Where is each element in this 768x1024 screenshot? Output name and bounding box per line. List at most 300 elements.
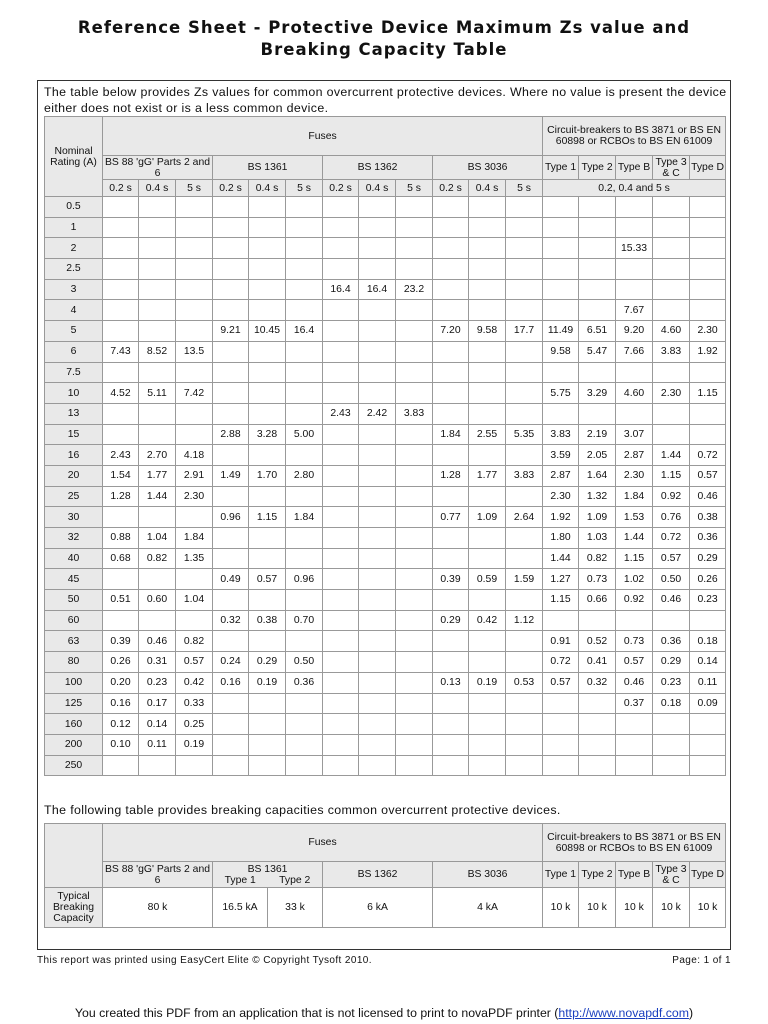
zs-value-cell: [249, 259, 286, 280]
zs-value-cell: [323, 672, 359, 693]
zs-value-cell: [433, 279, 469, 300]
zs-value-cell: 3.07: [616, 424, 653, 445]
bc-row-label: Typical Breaking Capacity: [45, 888, 103, 928]
zs-value-cell: [359, 548, 396, 569]
zs-value-cell: [616, 362, 653, 383]
rating-cell: 40: [45, 548, 103, 569]
zs-value-cell: 0.29: [249, 652, 286, 673]
zs-value-cell: [359, 610, 396, 631]
zs-value-cell: 0.29: [690, 548, 726, 569]
zs-value-cell: [213, 445, 249, 466]
zs-value-cell: 0.66: [579, 590, 616, 611]
zs-value-cell: 0.18: [690, 631, 726, 652]
zs-value-cell: 1.15: [616, 548, 653, 569]
zs-value-cell: [543, 403, 579, 424]
zs-value-cell: 0.18: [653, 693, 690, 714]
zs-value-cell: 1.44: [543, 548, 579, 569]
rating-cell: 16: [45, 445, 103, 466]
zs-value-cell: [323, 238, 359, 259]
zs-value-cell: [359, 672, 396, 693]
zs-value-cell: [359, 321, 396, 342]
zs-value-cell: [103, 569, 139, 590]
table-row: [45, 590, 726, 611]
zs-value-cell: 0.92: [616, 590, 653, 611]
zs-value-cell: [469, 300, 506, 321]
zs-value-cell: [359, 341, 396, 362]
rating-cell: 63: [45, 631, 103, 652]
table-row: [45, 672, 726, 693]
bc-bs1361-type2-label: Type 2: [279, 874, 311, 886]
zs-value-cell: 0.16: [213, 672, 249, 693]
notice-text: You created this PDF from an application that is not licensed to print to novaPDF printer (: [74, 1006, 559, 1020]
zs-value-cell: [323, 693, 359, 714]
zs-value-cell: 0.14: [690, 652, 726, 673]
zs-value-cell: 0.23: [139, 672, 176, 693]
zs-value-cell: 0.23: [690, 590, 726, 611]
zs-value-cell: 4.60: [616, 383, 653, 404]
zs-value-cell: [323, 610, 359, 631]
zs-value-cell: [616, 259, 653, 280]
zs-value-cell: [103, 424, 139, 445]
zs-value-cell: [286, 383, 323, 404]
zs-value-cell: [323, 465, 359, 486]
zs-value-cell: [323, 652, 359, 673]
zs-value-cell: 0.59: [469, 569, 506, 590]
zs-value-cell: [323, 300, 359, 321]
zs-value-cell: [469, 548, 506, 569]
zs-value-cell: [359, 217, 396, 238]
zs-value-cell: [396, 734, 433, 755]
zs-value-cell: [396, 548, 433, 569]
breaker-times-header: 0.2, 0.4 and 5 s: [543, 180, 726, 197]
zs-value-cell: [433, 445, 469, 466]
table-row: [45, 631, 726, 652]
zs-value-cell: [690, 734, 726, 755]
zs-value-cell: [396, 465, 433, 486]
zs-value-cell: [653, 734, 690, 755]
time-header-cell: 5 s: [176, 180, 213, 197]
zs-value-cell: [396, 610, 433, 631]
zs-value-cell: 0.36: [286, 672, 323, 693]
zs-value-cell: 4.52: [103, 383, 139, 404]
zs-value-cell: 0.26: [690, 569, 726, 590]
zs-value-cell: [176, 300, 213, 321]
bc-type-2-header: Type 2: [579, 862, 616, 888]
time-header-cell: 5 s: [396, 180, 433, 197]
zs-value-cell: [396, 528, 433, 549]
zs-value-cell: [543, 693, 579, 714]
zs-value-cell: 2.43: [103, 445, 139, 466]
rating-cell: 25: [45, 486, 103, 507]
zs-value-cell: 1.70: [249, 465, 286, 486]
zs-value-cell: [396, 362, 433, 383]
zs-value-cell: [469, 755, 506, 776]
zs-value-cell: [433, 341, 469, 362]
zs-value-cell: [506, 755, 543, 776]
bc-type-b-value: 10 k: [616, 888, 653, 928]
zs-value-cell: 1.64: [579, 465, 616, 486]
table-row: [45, 548, 726, 569]
zs-value-cell: 2.43: [323, 403, 359, 424]
zs-value-cell: [433, 217, 469, 238]
rating-cell: 45: [45, 569, 103, 590]
zs-value-cell: 7.43: [103, 341, 139, 362]
zs-value-cell: [323, 548, 359, 569]
rating-cell: 20: [45, 465, 103, 486]
zs-value-cell: 1.84: [616, 486, 653, 507]
bc-bs1362-value: 6 kA: [323, 888, 433, 928]
table-row: [45, 755, 726, 776]
zs-value-cell: [103, 300, 139, 321]
bc-type-d-value: 10 k: [690, 888, 726, 928]
zs-value-cell: 0.14: [139, 714, 176, 735]
license-notice: [0, 1006, 768, 1020]
zs-value-cell: [139, 279, 176, 300]
table-row: [45, 217, 726, 238]
zs-value-cell: 0.60: [139, 590, 176, 611]
zs-value-cell: [506, 341, 543, 362]
zs-value-cell: [176, 569, 213, 590]
zs-value-cell: [249, 528, 286, 549]
zs-value-cell: [433, 755, 469, 776]
table-row: [45, 486, 726, 507]
zs-value-cell: [690, 362, 726, 383]
zs-value-cell: [213, 486, 249, 507]
zs-value-cell: [543, 755, 579, 776]
zs-value-cell: [433, 259, 469, 280]
zs-value-cell: [286, 755, 323, 776]
zs-value-cell: [433, 486, 469, 507]
zs-value-cell: [323, 507, 359, 528]
zs-value-cell: 1.09: [579, 507, 616, 528]
bc-type-3c-value: 10 k: [653, 888, 690, 928]
zs-value-cell: 1.15: [249, 507, 286, 528]
table-row: [45, 445, 726, 466]
zs-value-cell: [653, 714, 690, 735]
zs-value-cell: [249, 714, 286, 735]
zs-value-cell: [359, 507, 396, 528]
zs-value-cell: [359, 528, 396, 549]
time-header-cell: 5 s: [286, 180, 323, 197]
zs-value-cell: [323, 486, 359, 507]
bs3036-header: BS 3036: [433, 156, 543, 180]
zs-value-cell: [249, 631, 286, 652]
zs-value-cell: [469, 259, 506, 280]
zs-value-cell: [359, 383, 396, 404]
zs-value-cell: [213, 403, 249, 424]
zs-value-cell: 0.36: [653, 631, 690, 652]
zs-value-cell: [103, 755, 139, 776]
zs-value-cell: [213, 548, 249, 569]
zs-value-cell: [616, 755, 653, 776]
zs-value-cell: 0.57: [653, 548, 690, 569]
zs-value-cell: 7.20: [433, 321, 469, 342]
zs-value-cell: [213, 259, 249, 280]
zs-value-cell: [396, 445, 433, 466]
zs-value-cell: [359, 238, 396, 259]
zs-value-cell: 0.50: [286, 652, 323, 673]
zs-value-cell: 0.77: [433, 507, 469, 528]
rating-cell: 13: [45, 403, 103, 424]
zs-value-cell: [286, 279, 323, 300]
zs-value-cell: 0.38: [690, 507, 726, 528]
zs-value-cell: [286, 362, 323, 383]
zs-value-cell: 2.30: [176, 486, 213, 507]
zs-value-cell: 1.28: [103, 486, 139, 507]
zs-value-cell: [469, 341, 506, 362]
zs-value-cell: [249, 734, 286, 755]
zs-value-cell: 9.21: [213, 321, 249, 342]
bc-type-3c-header: Type 3 & C: [653, 862, 690, 888]
zs-value-cell: [323, 424, 359, 445]
zs-value-cell: [359, 652, 396, 673]
zs-value-cell: 0.50: [653, 569, 690, 590]
zs-value-cell: [323, 569, 359, 590]
zs-value-cell: [690, 259, 726, 280]
zs-value-cell: [359, 424, 396, 445]
zs-value-cell: 0.12: [103, 714, 139, 735]
zs-value-cell: 2.42: [359, 403, 396, 424]
zs-value-cell: [323, 197, 359, 218]
zs-value-cell: [286, 300, 323, 321]
zs-value-cell: 0.46: [616, 672, 653, 693]
zs-value-cell: 3.83: [653, 341, 690, 362]
zs-value-cell: 0.57: [543, 672, 579, 693]
page-title: [0, 17, 768, 61]
zs-value-cell: 15.33: [616, 238, 653, 259]
zs-value-cell: 1.44: [139, 486, 176, 507]
zs-value-cell: [213, 755, 249, 776]
zs-value-cell: [396, 652, 433, 673]
zs-value-cell: 1.44: [616, 528, 653, 549]
zs-value-cell: [506, 445, 543, 466]
zs-value-cell: [286, 197, 323, 218]
zs-value-cell: [433, 734, 469, 755]
zs-value-cell: [359, 300, 396, 321]
zs-value-cell: [249, 362, 286, 383]
time-header-cell: 0.4 s: [139, 180, 176, 197]
zs-value-cell: [506, 590, 543, 611]
time-header-cell: 0.4 s: [249, 180, 286, 197]
rating-cell: 125: [45, 693, 103, 714]
zs-value-cell: [359, 259, 396, 280]
zs-value-cell: [543, 259, 579, 280]
zs-value-cell: [249, 590, 286, 611]
zs-value-cell: [543, 217, 579, 238]
zs-value-cell: [690, 300, 726, 321]
zs-intro-text: The table below provides Zs values for common overcurrent protective devices. Where no value is present the device either does not exist or is a less common device.: [44, 85, 727, 115]
zs-value-cell: 0.32: [213, 610, 249, 631]
bc-bs1361-header: [213, 862, 323, 888]
zs-value-cell: [323, 217, 359, 238]
zs-value-cell: 16.4: [359, 279, 396, 300]
zs-value-cell: 0.32: [579, 672, 616, 693]
zs-value-cell: [139, 217, 176, 238]
zs-value-cell: 9.58: [543, 341, 579, 362]
zs-value-cell: [616, 217, 653, 238]
zs-value-cell: 10.45: [249, 321, 286, 342]
table-row: [45, 321, 726, 342]
zs-value-cell: 1.28: [433, 465, 469, 486]
bc-bs88-header: BS 88 'gG' Parts 2 and 6: [103, 862, 213, 888]
zs-value-cell: 1.59: [506, 569, 543, 590]
bc-bs1362-header: BS 1362: [323, 862, 433, 888]
zs-value-cell: [396, 321, 433, 342]
zs-value-cell: 1.84: [286, 507, 323, 528]
zs-value-cell: [286, 445, 323, 466]
zs-value-cell: [323, 734, 359, 755]
zs-value-cell: [543, 362, 579, 383]
zs-value-cell: [469, 238, 506, 259]
breaker-type-d-header: Type D: [690, 156, 726, 180]
rating-cell: 80: [45, 652, 103, 673]
zs-value-cell: [176, 403, 213, 424]
zs-value-cell: [616, 403, 653, 424]
rating-cell: 6: [45, 341, 103, 362]
zs-value-cell: 0.20: [103, 672, 139, 693]
zs-value-cell: [213, 217, 249, 238]
zs-value-cell: [213, 197, 249, 218]
rating-cell: 4: [45, 300, 103, 321]
zs-value-cell: [579, 279, 616, 300]
zs-value-cell: 1.15: [690, 383, 726, 404]
title-line-2: Breaking Capacity Table: [260, 40, 508, 59]
novapdf-link[interactable]: http://www.novapdf.com: [558, 1006, 689, 1020]
zs-value-cell: [690, 755, 726, 776]
zs-value-cell: 0.57: [690, 465, 726, 486]
rating-cell: 100: [45, 672, 103, 693]
zs-value-cell: [506, 362, 543, 383]
zs-value-cell: [359, 755, 396, 776]
zs-value-cell: [543, 610, 579, 631]
zs-value-cell: [213, 693, 249, 714]
zs-value-cell: [139, 610, 176, 631]
zs-value-cell: 2.30: [690, 321, 726, 342]
zs-value-cell: [653, 279, 690, 300]
rating-cell: 200: [45, 734, 103, 755]
zs-value-cell: 0.72: [653, 528, 690, 549]
zs-value-cell: [323, 590, 359, 611]
zs-value-cell: [323, 383, 359, 404]
zs-value-cell: 0.49: [213, 569, 249, 590]
zs-value-cell: [213, 238, 249, 259]
bs1362-header: BS 1362: [323, 156, 433, 180]
zs-value-cell: [469, 590, 506, 611]
zs-value-cell: [506, 528, 543, 549]
zs-value-cell: [249, 238, 286, 259]
zs-value-cell: 1.92: [690, 341, 726, 362]
zs-value-cell: [249, 217, 286, 238]
breaker-type-2-header: Type 2: [579, 156, 616, 180]
rating-cell: 7.5: [45, 362, 103, 383]
zs-value-cell: [176, 507, 213, 528]
zs-value-cell: [433, 362, 469, 383]
zs-value-cell: 0.24: [213, 652, 249, 673]
rating-cell: 10: [45, 383, 103, 404]
zs-values-table: [44, 116, 726, 776]
zs-value-cell: 0.09: [690, 693, 726, 714]
zs-value-cell: 0.33: [176, 693, 213, 714]
zs-value-cell: [579, 362, 616, 383]
zs-value-cell: [103, 238, 139, 259]
zs-value-cell: [249, 548, 286, 569]
zs-value-cell: [359, 197, 396, 218]
zs-value-cell: [433, 238, 469, 259]
zs-value-cell: 0.23: [653, 672, 690, 693]
table-row: [45, 197, 726, 218]
zs-value-cell: 6.51: [579, 321, 616, 342]
zs-value-cell: [286, 693, 323, 714]
zs-value-cell: 0.53: [506, 672, 543, 693]
zs-value-cell: [469, 362, 506, 383]
zs-value-cell: 1.15: [653, 465, 690, 486]
zs-value-cell: [579, 238, 616, 259]
zs-value-cell: [653, 238, 690, 259]
zs-value-cell: 0.42: [469, 610, 506, 631]
time-header-cell: 0.2 s: [213, 180, 249, 197]
bc-type-1-value: 10 k: [543, 888, 579, 928]
zs-value-cell: 13.5: [176, 341, 213, 362]
zs-value-cell: [469, 652, 506, 673]
zs-value-cell: [176, 362, 213, 383]
zs-value-cell: 2.87: [616, 445, 653, 466]
zs-value-cell: 0.31: [139, 652, 176, 673]
bc-type-1-header: Type 1: [543, 862, 579, 888]
zs-value-cell: [433, 693, 469, 714]
zs-value-cell: [359, 714, 396, 735]
zs-value-cell: [579, 259, 616, 280]
zs-value-cell: [469, 734, 506, 755]
zs-value-cell: 1.84: [176, 528, 213, 549]
zs-value-cell: 0.19: [176, 734, 213, 755]
zs-value-cell: [579, 755, 616, 776]
zs-value-cell: [469, 486, 506, 507]
rating-cell: 15: [45, 424, 103, 445]
zs-value-cell: [469, 714, 506, 735]
bc-bs1361-label: BS 1361: [247, 863, 288, 875]
title-line-1: Reference Sheet - Protective Device Maximum Zs value and: [77, 18, 691, 37]
zs-value-cell: [286, 590, 323, 611]
zs-value-cell: [286, 548, 323, 569]
zs-value-cell: [139, 321, 176, 342]
zs-value-cell: [506, 486, 543, 507]
zs-value-cell: [469, 403, 506, 424]
zs-value-cell: 0.82: [139, 548, 176, 569]
zs-value-cell: [433, 590, 469, 611]
zs-value-cell: 0.46: [139, 631, 176, 652]
zs-value-cell: 5.11: [139, 383, 176, 404]
zs-value-cell: 5.00: [286, 424, 323, 445]
zs-value-cell: [176, 755, 213, 776]
zs-value-cell: 1.49: [213, 465, 249, 486]
table-row: [45, 362, 726, 383]
zs-value-cell: [396, 383, 433, 404]
zs-value-cell: [396, 507, 433, 528]
zs-value-cell: [323, 341, 359, 362]
bc-bs1361-type1-label: Type 1: [224, 874, 256, 886]
zs-value-cell: [616, 610, 653, 631]
zs-value-cell: [469, 217, 506, 238]
zs-value-cell: 0.19: [469, 672, 506, 693]
zs-value-cell: 7.42: [176, 383, 213, 404]
zs-value-cell: [653, 197, 690, 218]
fuses-header: Fuses: [103, 117, 543, 156]
zs-value-cell: 7.67: [616, 300, 653, 321]
zs-value-cell: 2.30: [543, 486, 579, 507]
zs-value-cell: [103, 259, 139, 280]
zs-value-cell: [286, 714, 323, 735]
rating-cell: 3: [45, 279, 103, 300]
